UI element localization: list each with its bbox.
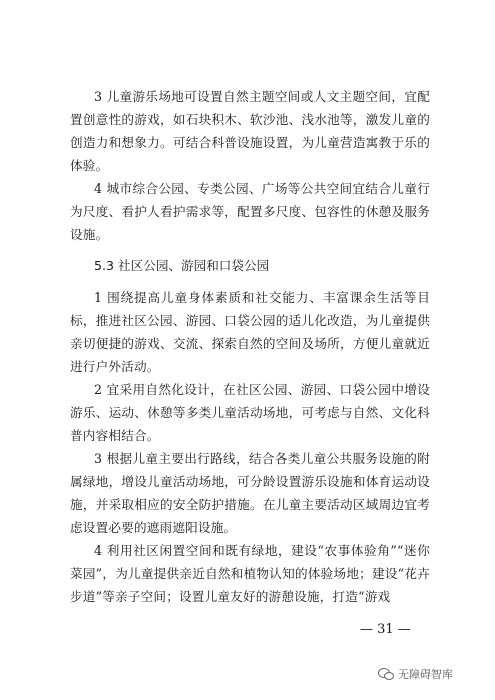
watermark-text: 无障碍智库	[398, 668, 453, 681]
paragraph-4: 4 城市综合公园、专类公园、广场等公共空间宜结合儿童行为尺度、看护人看护需求等，配置多尺度、包容性的休憩及服务设施。	[70, 181, 430, 242]
section-paragraph-2: 2 宜采用自然化设计，在社区公园、游园、口袋公园中增设游乐、运动、休憩等多类儿童活动场地，可考虑与自然、文化科普内容相结合。	[70, 382, 430, 443]
section-paragraph-1: 1 围绕提高儿童身体素质和社交能力、丰富课余生活等目标，推进社区公园、游园、口袋公园的适儿化改造，为儿童提供亲切便捷的游戏、交流、探索自然的空间及场所，方便儿童就近进行户外活动。	[70, 290, 430, 374]
page-number: — 31 —	[360, 622, 411, 637]
section-paragraph-4: 4 利用社区闲置空间和既有绿地，建设“农事体验角”“迷你菜园”，为儿童提供亲近自然和植物认知的体验场地；建设“花卉步道”等亲子空间；设置儿童友好的游憩设施，打造“游戏	[70, 543, 430, 604]
paragraph-3: 3 儿童游乐场地可设置自然主题空间或人文主题空间，宜配置创意性的游戏，如石块积木、软沙池、浅水池等，激发儿童的创造力和想象力。可结合科普设施设置，为儿童营造寓教于乐的体验。	[70, 89, 430, 173]
section-paragraph-3: 3 根据儿童主要出行路线，结合各类儿童公共服务设施的附属绿地，增设儿童活动场地，可分龄设置游乐设施和体育运动设施，并采取相应的安全防护措施。在儿童主要活动区域周边宜考虑设置必要的遮雨遮阳设施。	[70, 451, 430, 535]
watermark	[378, 666, 453, 682]
section-heading: 5.3 社区公园、游园和口袋公园	[94, 258, 270, 273]
wechat-icon	[378, 668, 394, 680]
